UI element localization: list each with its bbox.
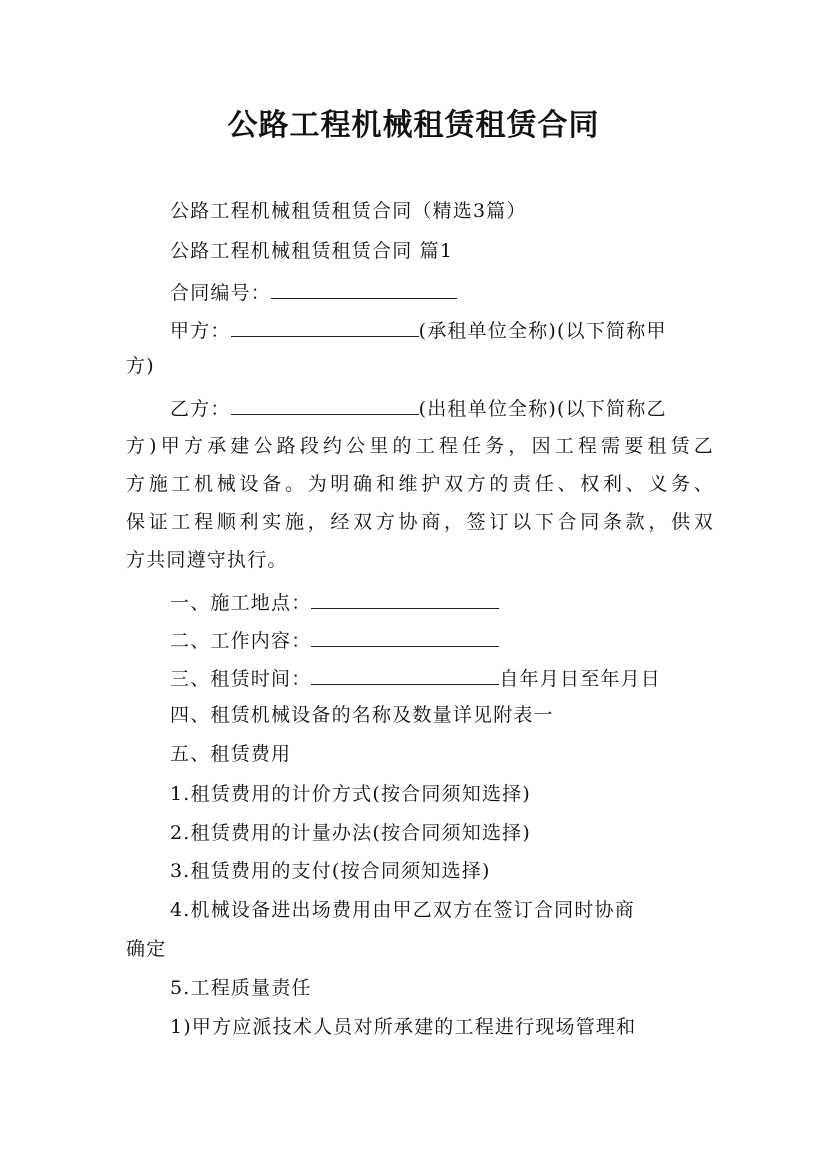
intro-line-3: 保证工程顺利实施，经双方协商，签订以下合同条款，供双	[126, 511, 714, 533]
intro-line-1: 方)甲方承建公路段约公里的工程任务，因工程需要租赁乙	[126, 435, 714, 457]
item-1-blank	[311, 592, 499, 609]
fee-clause-4-continuation: 确定	[126, 938, 167, 960]
party-b-suffix: (出租单位全称)(以下简称乙	[418, 398, 667, 420]
item-3-suffix: 自年月日至年月日	[499, 668, 662, 690]
item-equipment: 四、租赁机械设备的名称及数量详见附表一	[170, 704, 554, 726]
document-title: 公路工程机械租赁租赁合同	[227, 108, 600, 143]
party-a-row	[170, 320, 667, 341]
contract-number-row	[170, 282, 457, 303]
item-2-label: 二、工作内容：	[170, 630, 312, 652]
item-construction-site	[170, 592, 499, 613]
quality-clause-1: 1)甲方应派技术人员对所承建的工程进行现场管理和	[170, 1016, 637, 1038]
party-b-row	[170, 398, 667, 419]
item-3-blank	[311, 668, 499, 685]
contract-number-blank	[271, 282, 457, 299]
intro-line-2: 方施工机械设备。为明确和维护双方的责任、权利、义务、	[126, 473, 714, 495]
item-lease-fee: 五、租赁费用	[170, 743, 292, 765]
item-3-label: 三、租赁时间：	[170, 668, 312, 690]
section-heading: 公路工程机械租赁租赁合同 篇1	[170, 240, 454, 262]
fee-clause-4: 4.机械设备进出场费用由甲乙双方在签订合同时协商	[170, 899, 635, 921]
quality-heading: 5.工程质量责任	[170, 977, 312, 999]
intro-line-4: 方共同遵守执行。	[126, 549, 288, 571]
contract-number-label: 合同编号：	[170, 282, 272, 304]
party-b-label: 乙方：	[170, 398, 231, 420]
item-lease-period	[170, 668, 661, 689]
subtitle: 公路工程机械租赁租赁合同（精选3篇）	[170, 200, 527, 222]
fee-clause-3: 3.租赁费用的支付(按合同须知选择)	[170, 860, 491, 882]
fee-clause-1: 1.租赁费用的计价方式(按合同须知选择)	[170, 783, 531, 805]
party-a-blank	[231, 320, 419, 337]
party-a-continuation: 方)	[126, 355, 155, 377]
party-a-label: 甲方：	[170, 320, 231, 342]
party-a-suffix: (承租单位全称)(以下简称甲	[418, 320, 667, 342]
item-1-label: 一、施工地点：	[170, 592, 312, 614]
fee-clause-2: 2.租赁费用的计量办法(按合同须知选择)	[170, 822, 531, 844]
party-b-blank	[231, 398, 419, 415]
item-work-content	[170, 630, 499, 651]
item-2-blank	[311, 630, 499, 647]
